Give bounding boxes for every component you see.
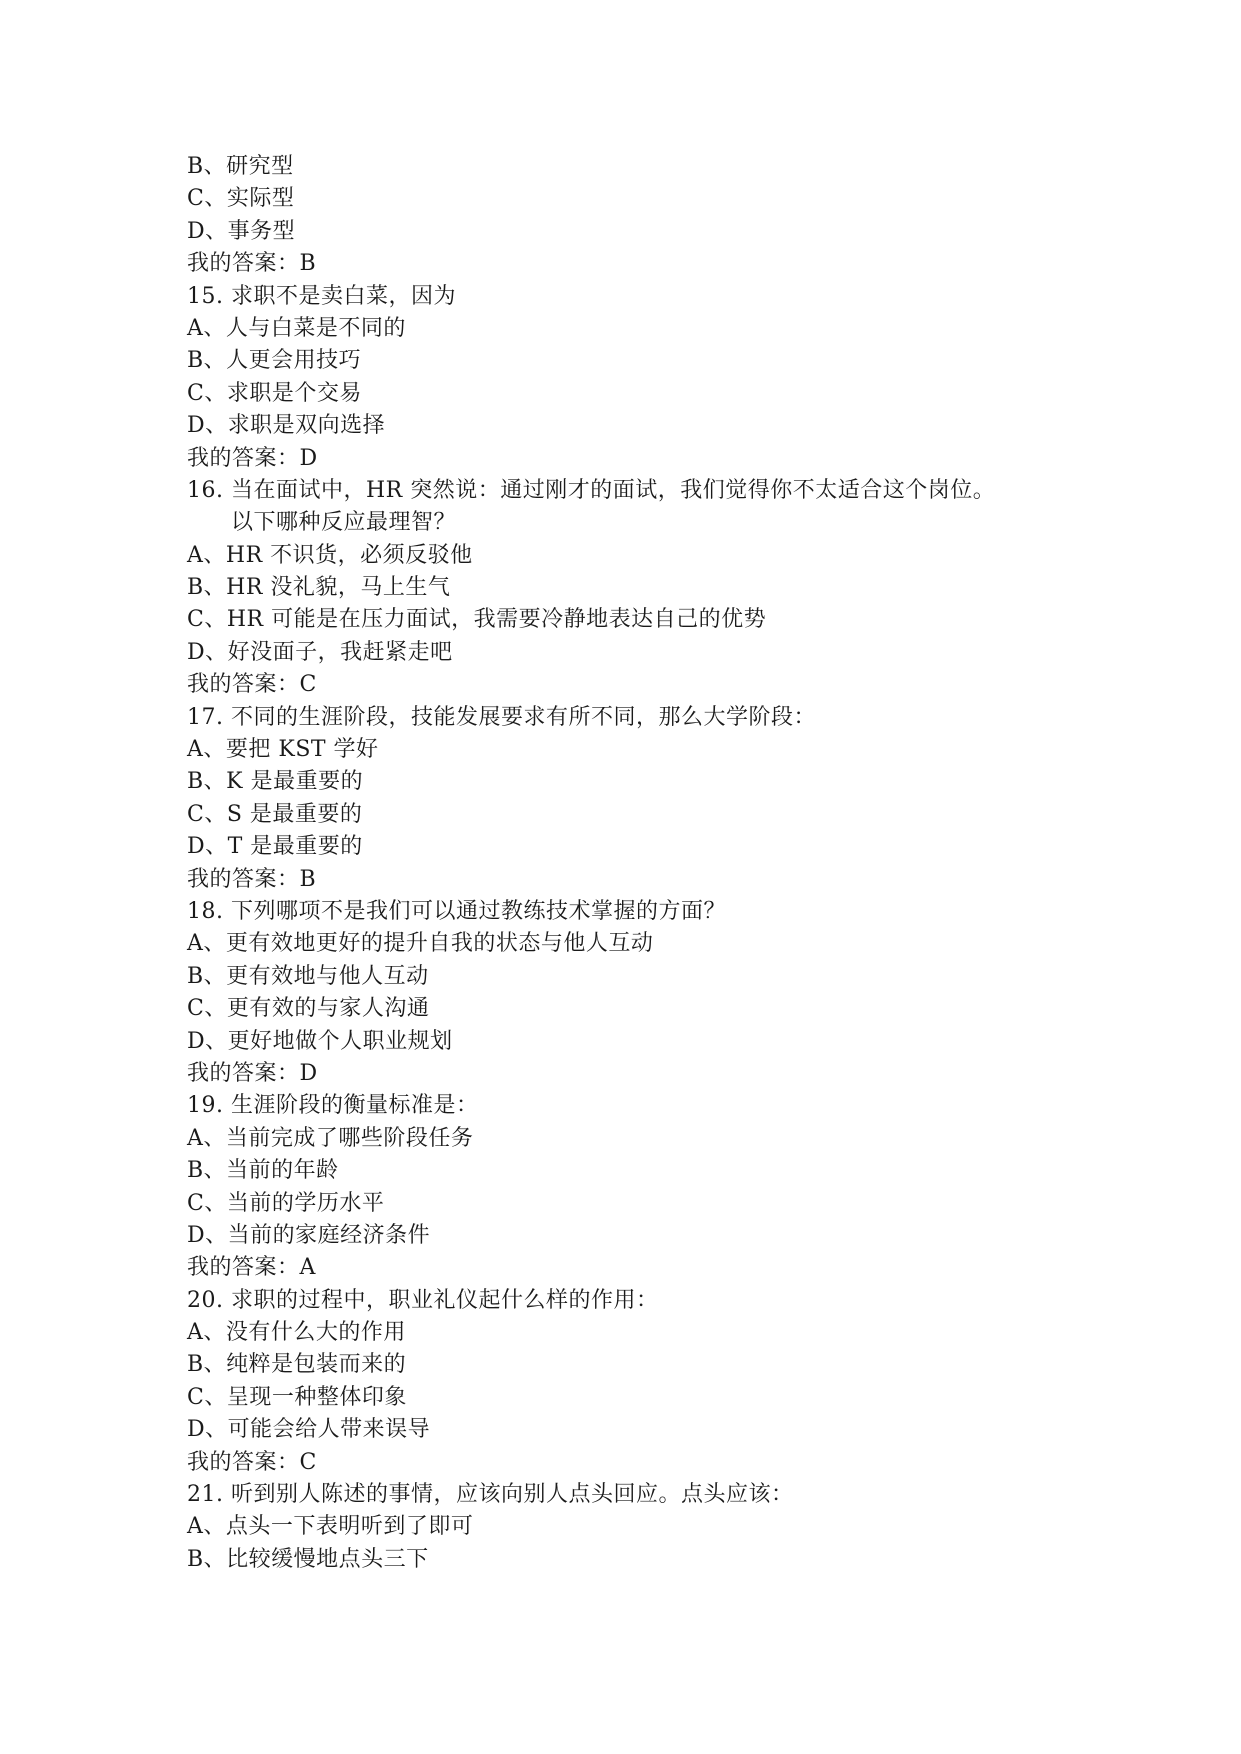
- option-a: A、人与白菜是不同的: [187, 315, 406, 341]
- option-d: D、当前的家庭经济条件: [187, 1222, 431, 1248]
- option-a: A、没有什么大的作用: [187, 1320, 406, 1346]
- my-answer: 我的答案：D: [187, 445, 318, 471]
- question-19: 19. 生涯阶段的衡量标准是：: [187, 1093, 479, 1119]
- option-d: D、事务型: [187, 218, 296, 244]
- my-answer: 我的答案：C: [187, 1449, 317, 1475]
- option-b: B、纯粹是包装而来的: [187, 1352, 407, 1378]
- option-b: B、K 是最重要的: [187, 769, 364, 795]
- option-b: B、比较缓慢地点头三下: [187, 1546, 429, 1572]
- option-c: C、实际型: [187, 186, 295, 212]
- option-d: D、更好地做个人职业规划: [187, 1028, 453, 1054]
- option-b: B、当前的年龄: [187, 1158, 339, 1184]
- question-20: 20. 求职的过程中，职业礼仪起什么样的作用：: [187, 1287, 659, 1313]
- my-answer: 我的答案：B: [187, 251, 317, 277]
- option-b: B、研究型: [187, 154, 294, 179]
- my-answer: 我的答案：B: [187, 866, 317, 892]
- question-17: 17. 不同的生涯阶段，技能发展要求有所不同，那么大学阶段：: [187, 704, 816, 730]
- option-b: B、人更会用技巧: [187, 348, 362, 374]
- option-d: D、可能会给人带来误导: [187, 1417, 431, 1443]
- question-15: 15. 求职不是卖白菜，因为: [187, 283, 456, 309]
- option-c: C、求职是个交易: [187, 380, 362, 406]
- option-d: D、求职是双向选择: [187, 413, 386, 439]
- my-answer: 我的答案：A: [187, 1255, 316, 1281]
- my-answer: 我的答案：D: [187, 1060, 318, 1086]
- option-c: C、呈现一种整体印象: [187, 1384, 407, 1410]
- question-16-continued: 以下哪种反应最理智？: [231, 510, 457, 536]
- option-b: B、更有效地与他人互动: [187, 963, 429, 989]
- option-c: C、S 是最重要的: [187, 801, 363, 827]
- option-c: C、更有效的与家人沟通: [187, 996, 430, 1022]
- option-c: C、HR 可能是在压力面试，我需要冷静地表达自己的优势: [187, 607, 767, 633]
- question-16: 16. 当在面试中，HR 突然说：通过刚才的面试，我们觉得你不太适合这个岗位。: [187, 477, 996, 503]
- option-d: D、好没面子，我赶紧走吧: [187, 639, 453, 665]
- question-18: 18. 下列哪项不是我们可以通过教练技术掌握的方面？: [187, 898, 726, 924]
- option-c: C、当前的学历水平: [187, 1190, 385, 1216]
- option-b: B、HR 没礼貌，马上生气: [187, 575, 451, 601]
- option-a: A、当前完成了哪些阶段任务: [187, 1125, 474, 1151]
- option-a: A、要把 KST 学好: [187, 737, 379, 763]
- option-a: A、HR 不识货，必须反驳他: [187, 542, 473, 568]
- my-answer: 我的答案：C: [187, 672, 317, 698]
- option-a: A、点头一下表明听到了即可: [187, 1514, 474, 1540]
- document-page: [187, 151, 1087, 1576]
- question-21: 21. 听到别人陈述的事情，应该向别人点头回应。点头应该：: [187, 1482, 794, 1508]
- option-a: A、更有效地更好的提升自我的状态与他人互动: [187, 931, 654, 957]
- option-d: D、T 是最重要的: [187, 834, 363, 860]
